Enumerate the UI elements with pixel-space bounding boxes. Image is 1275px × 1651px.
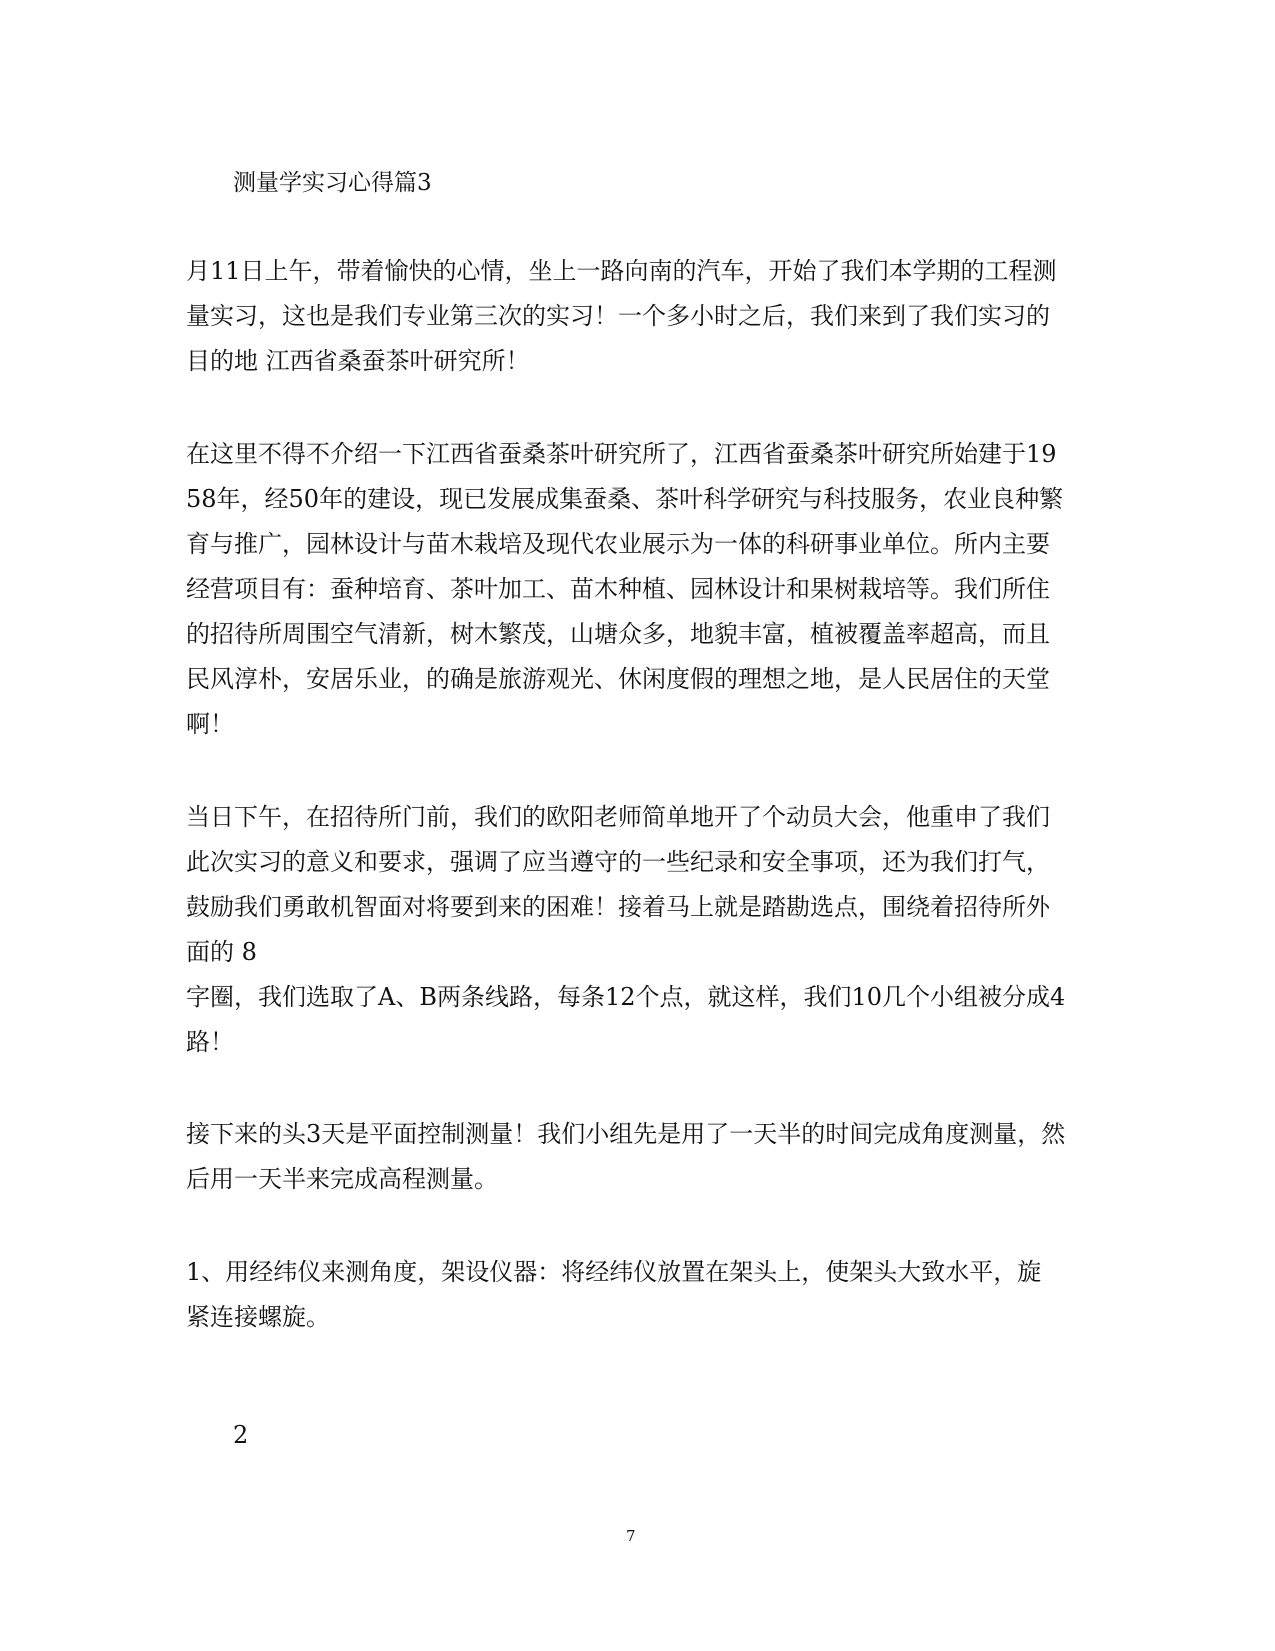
paragraph-3-line-5: 字圈，我们选取了A、B两条线路，每条12个点，就这样，我们10几个小组被分成4 [186,983,1066,1011]
page-number: 7 [626,1527,636,1545]
paragraph-3-line-4: 面的 8 [186,938,257,966]
paragraph-4-line-2: 后用一天半来完成高程测量。 [186,1165,498,1193]
paragraph-2-line-4: 经营项目有：蚕种培育、茶叶加工、苗木种植、园林设计和果树栽培等。我们所住 [186,575,1050,603]
paragraph-4-line-1: 接下来的头3天是平面控制测量！我们小组先是用了一天半的时间完成角度测量，然 [186,1120,1066,1148]
paragraph-2-line-5: 的招待所周围空气清新，树木繁茂，山塘众多，地貌丰富，植被覆盖率超高，而且 [186,620,1050,648]
paragraph-2-line-6: 民风淳朴，安居乐业，的确是旅游观光、休闲度假的理想之地，是人民居住的天堂 [186,665,1050,693]
paragraph-2-line-1: 在这里不得不介绍一下江西省蚕桑茶叶研究所了，江西省蚕桑茶叶研究所始建于19 [186,440,1057,468]
paragraph-5-line-2: 紧连接螺旋。 [186,1303,330,1331]
list-number: 2 [233,1421,249,1449]
paragraph-3-line-3: 鼓励我们勇敢机智面对将要到来的困难！接着马上就是踏勘选点，围绕着招待所外 [186,893,1050,921]
paragraph-2-line-7: 啊！ [186,710,234,738]
paragraph-1-line-2: 量实习，这也是我们专业第三次的实习！一个多小时之后，我们来到了我们实习的 [186,302,1050,330]
paragraph-3-line-6: 路！ [186,1028,234,1056]
document-title: 测量学实习心得篇3 [233,170,432,196]
paragraph-3-line-1: 当日下午，在招待所门前，我们的欧阳老师简单地开了个动员大会，他重申了我们 [186,803,1050,831]
paragraph-3-line-2: 此次实习的意义和要求，强调了应当遵守的一些纪录和安全事项，还为我们打气， [186,848,1050,876]
paragraph-2-line-3: 育与推广，园林设计与苗木栽培及现代农业展示为一体的科研事业单位。所内主要 [186,530,1050,558]
paragraph-2-line-2: 58年，经50年的建设，现已发展成集蚕桑、茶叶科学研究与科技服务，农业良种繁 [186,485,1064,513]
paragraph-1-line-1: 月11日上午，带着愉快的心情，坐上一路向南的汽车，开始了我们本学期的工程测 [186,257,1057,285]
paragraph-1-line-3: 目的地 江西省桑蚕茶叶研究所！ [186,347,530,375]
paragraph-5-line-1: 1、用经纬仪来测角度，架设仪器：将经纬仪放置在架头上，使架头大致水平，旋 [186,1258,1042,1286]
